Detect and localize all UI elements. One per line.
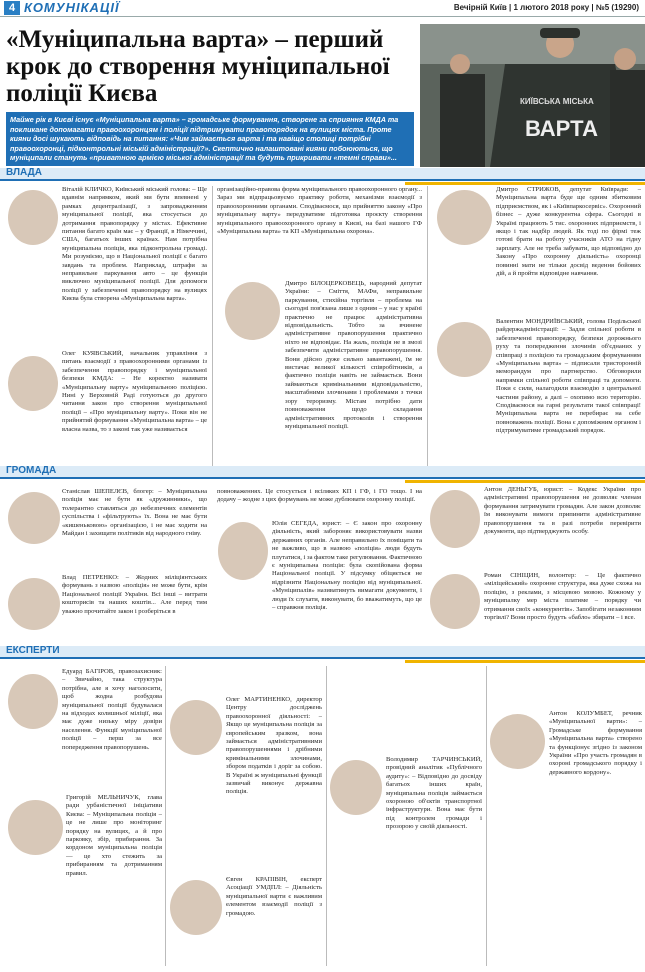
section-band-vlada <box>0 168 645 181</box>
quote-middle: організаційно-правова форма муніципального правоохоронного органу... Зараз ми відпрацьовуємо практику роботи, механізми взаємодії з правоохоронними органами. Сподіваємося, що прийняттю закону «Про муніципальну варту» передуватиме підготовка проєкту створення муніципального правоохоронного органу в Києві, на базі нашого ГФ «Муніципальна варта» та КП «Муніципальна охорона». <box>217 186 422 236</box>
portrait-stryzhov <box>437 190 492 245</box>
divider <box>427 186 428 478</box>
section-label: ЕКСПЕРТИ <box>6 645 60 656</box>
portrait-bagirov <box>8 674 58 729</box>
portrait-krapyvin <box>170 880 222 935</box>
quote-gromada-middle: повноваженнях. Це стосується і всіляких КП і ГФ, і ГО тощо. І на додачу – жодне з цих формувань не може дублювати охоронну поліції. <box>217 488 422 504</box>
divider <box>165 666 166 966</box>
portrait-martynenko <box>170 700 222 755</box>
portrait-petrenko <box>8 578 60 630</box>
quote-stryzhov: Дмитро СТРИЖОВ, депутат Київради: – Муніципальна варта буде ще одним збитковим підприємством, як і «Київпаркосервіс». Охоронний бізнес – дуже конкурентна сфера. Сьогодні в Україні працюють 5 тис. охоронних підприємств, і якщо і так надбір людей. Як тоді по фірмі теж готові брати на роботу учасників АТО на гідну зарплату. Але не треба забувати, що відповідно до Закону «Про охоронну діяльність» охоронці повинні мати не тільки досвід ведення бойових дій, а й пройти відповідне навчання. <box>496 186 641 278</box>
accent-line <box>405 660 645 663</box>
page-number: 4 <box>4 1 20 15</box>
lead-paragraph: Майже рік в Києві існує «Муніципальна варта» – громадське формування, створене за сприяння КМДА та покликане допомагати правоохоронцям і поліції підтримувати правопорядок на вулицях міста. Проте кияни досі шукають відповідь на питання: «Чим займається варта і та навіщо столиці потрібні правоохоронці, підконтрольні міській адміністрації?». Скептично налаштовані кияни побоюються, що муніципали стануть «приватною армією міської адміністрації та будуть прикривати «темні справи»... <box>6 112 414 166</box>
portrait-bilotserkovets <box>225 282 280 340</box>
portrait-shepelev <box>8 492 60 544</box>
section-band-eksperty <box>0 646 645 659</box>
hero-photo <box>420 24 645 167</box>
quote-mondryivsky: Валентин МОНДРИЇВСЬКИЙ, голова Подільської райдержадміністрації: – Задля спільної роботи в забезпеченні правопорядку, безпеки дорожнього руху та попередження злочинів об'єднаних у співпраці з поліцією та громадським формуванням «Муніципальна варта» – підписали тристоронній меморандум про партнерство. Обговорили напрямки спільної роботи співпраці та допомоги. Поки є сили, налагодили взаємодію з центральної частини району, а далі – охопимо всю територію. Сподіваємося на гарні результати такої співпраці! Муніципальна варта не перебирає на себе повноважень поліції. Вона є допоміжним органом і підтримуватиме громадський порядок. <box>496 318 641 435</box>
quote-petrenko: Влад ПЕТРЕНКО: – Жодних міліціянтських формувань з назвою «поліція» не може бути, крім Національної поліції України. Всі інші – витрати кошторисів та наших коштів... Але перед тим уважно прочитайте закон і розберіться в <box>62 574 207 615</box>
quote-sinitsyn: Роман СІНІЦИН, волонтер: – Це фактично «міліцейський» охоронне структура, яка дуже схожа на поліцію, з реклами, з місцевою мовою. Кожному у муніципалку мер міста платиме – порядку чи отримання своїх «конкурентів». Запобігати незаконним торгівлі? Вони просто будуть «бабло» збирати – і все. <box>484 572 641 622</box>
portrait-denhub <box>430 490 480 548</box>
quote-krapyvin: Євген КРАПІВІН, експерт Асоціації УМДПЛ: – Діяльність муніципальної варти є важливим елементом взаємодії поліції з громадою. <box>226 876 322 917</box>
quote-denhub: Антон ДЕНЬГУБ, юрист: – Кодекс України про адміністративні правопорушення не дозволяє членам формування затримувати громадян. Але закон дозволяє їм виконувати вимоги припинити адміністративне правопорушення та в разі потреби перевірити документи, що підтверджують особу. <box>484 486 641 536</box>
portrait-sinitsyn <box>430 574 480 629</box>
quote-martynenko: Олег МАРТИНЕНКО, директор Центру досліджень правоохоронної діяльності: – Якщо це муніципальна поліція за європейським зразком, вона займається адміністративними правопорушеннями і дрібними кримінальними злочинами, збором податків і доріг за собою. В Україні ж муніципальні функції зазвичай виконує державна поліція. <box>226 696 322 796</box>
portrait-kuyavsky <box>8 356 58 411</box>
divider <box>212 186 213 478</box>
quote-seheda: Юлія СЕГЕДА, юрист: – Є закон про охоронну діяльність, який забороняє використовувати назви державних органів. Але неправильно їх поміщати та не важливо, що в назвою «поліція» люди будуть плутатися, і за фактом таке регулювання. Фактичною є муніципальна поліція: була скопійована форма Національної поліції. У підсумку обіцяється не відрізнити Національну поліцію від муніципальної. «Муніципалів» називатимуть вимагати документи, і люди їх слухати, виконувати, бо вважатимуть, що це – справжня поліція. <box>272 520 422 612</box>
section-title: КОМУНІКАЦІЇ <box>24 0 120 15</box>
headline: «Муніципальна варта» – перший крок до створення муніципальної поліції Києва <box>6 26 390 107</box>
quote-kolumbet: Антон КОЛУМБЕТ, речник «Муніципальної варти»: – Громадське формування «Муніципальна варта» створено та функціонує згідно із законом України «Про участь громадян в охороні громадського порядку і державного кордону». <box>549 710 642 776</box>
accent-line <box>405 182 645 185</box>
quote-tarchynsky: Володимир ТАРЧИНСЬКИЙ, провідний аналітик «Публічного аудиту»: – Відповідно до досвіду багатьох інших країн, муніципальна поліція займається охороною об'єктів транспортної інфраструктури. Вона має бути під контролем громади і прозорою у своїй діяльності. <box>386 756 482 831</box>
section-band-gromada <box>0 466 645 479</box>
portrait-melnychuk <box>8 800 63 855</box>
quote-bagirov: Едуард БАГІРОВ, правозахисник: – Звичайно, така структура потрібна, але я хочу наголосити, щоб жодна розбудова муніципальної поліції будувалася на відходах колишньої міліції, яка має дуже низьку міру довіри населення. Функції муніципальної поліції – перш за все попередження правопорушень. <box>62 668 162 751</box>
quote-klitschko: Віталій КЛИЧКО, Київський міський голова: – Ще вдавнім напрямком, який ми бути впевнені у рамках децентралізації, з запровадженням муніципальної поліції, яка стосується до дотримання правопорядку у містах. Ефективне питання багато країн має – у Франції, в Німеччині, США, багатьох інших країнах. Нам потрібна муніципальна поліція, яка підконтрольна громаді. Ми розуміємо, що в Національної поліції є багато завдань та проблем. Наприклад, штрафи за неправильне паркування авто – це функція виключно муніципальної поліції. Для допомоги поліції у забезпеченні правопорядку на вулицях Києва була створена «Муніципальна варта». <box>62 186 207 303</box>
quote-kuyavsky: Олег КУЯВСЬКИЙ, начальник управління з питань взаємодії з правоохоронними органами із забезпечення правопорядку і муніципальної безпеки КМДА: – Не коректно називати «Муніципальну варту» муніципальною поліцією. Нині у Верховній Раді готуються до другого читання закон про створення муніципальної поліції – «Про муніципальну варту». Поки він не прийнятий формування «Муніципальна варта» – це власна назва, то з законі так уже називається <box>62 350 207 433</box>
quote-bilotserkovets: Дмитро БІЛОЦЕРКОВЕЦЬ, народний депутат України: – Сміття, МАФи, неправильне паркування, стихійна торгівля – проблема на сьогодні пов'язана лише з одним – у нас у країні практично не працює адміністративна відповідальність. Тобто за вчинене адміністративне правопорушення практично ніхто не відповідає. На жаль, поліція не в змозі забезпечити адміністративне правопорушення. Вони дійсно дуже сильно завантажені, їм не вистачає великої кількості співробітників, а фактично поліція навіть не займається. Вони займаються кримінальними відповідальністю, масштабними злочинами і проблемами з точки зору тероризму. Містам потрібно дати повноваження щодо складання адміністративних протоколів і створення муніципальної поліції. <box>285 280 422 430</box>
accent-line <box>405 480 645 483</box>
divider <box>326 666 327 966</box>
portrait-mondryivsky <box>437 322 492 377</box>
portrait-seheda <box>218 522 268 580</box>
section-label: ВЛАДА <box>6 167 42 178</box>
portrait-kolumbet <box>490 714 545 769</box>
section-label: ГРОМАДА <box>6 465 57 476</box>
vest-label-main: ВАРТА <box>525 116 599 141</box>
vest-label-top: КИЇВСЬКА МІСЬКА <box>520 97 594 106</box>
portrait-klitschko <box>8 190 58 245</box>
quote-melnychuk: Григорій МЕЛЬНИЧУК, глава ради урбаністичної ініціативи Києва: – Муніципальна поліція – це не лише про моніторинг порядку на вулицях, а й про парковку, збір, прибирання. За кордоном муніципальна поліція — це хто стежить за прибиранням та дотриманням правил. <box>66 794 162 877</box>
page-header <box>0 0 645 17</box>
divider <box>486 666 487 966</box>
quote-shepelev: Станіслав ШЕПЕЛЄВ, блогер: – Муніципальна поліція має не бути як «дружинники», що толерантно ставляться до небезпечних елементів суспільства і «фільтрують» їх. Вона не має бути «кишеньковою» організацією, і не має ходити на Майдан і захищати політиків від народного гніву. <box>62 488 207 538</box>
portrait-tarchynsky <box>330 760 382 815</box>
issue-info: Вечірній Київ | 1 лютого 2018 року | №5 (19290) <box>453 3 639 12</box>
